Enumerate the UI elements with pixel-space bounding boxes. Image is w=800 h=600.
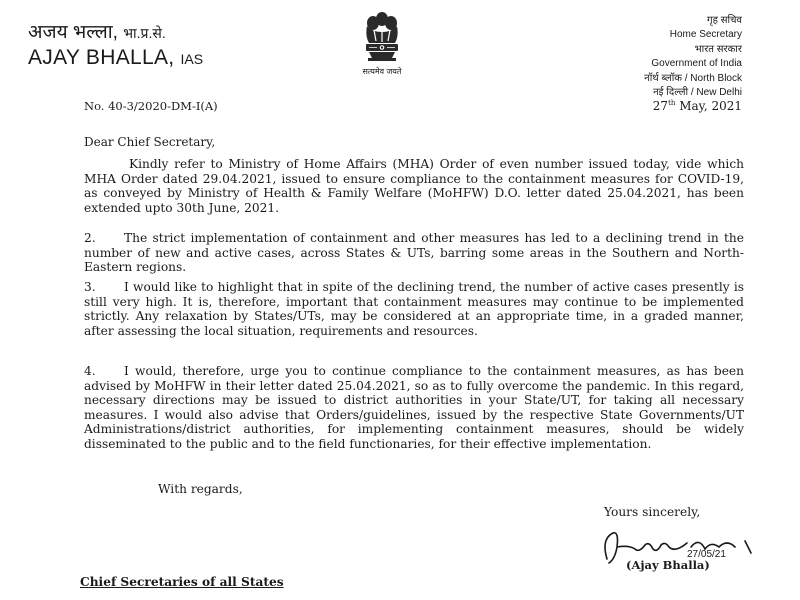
letterhead-office-block	[644, 14, 742, 100]
designation-hindi: गृह सचिव	[707, 15, 742, 26]
paragraph-3	[84, 280, 744, 338]
government-hindi: भारत सरकार	[694, 43, 742, 55]
paragraph-number: 2.	[84, 231, 96, 245]
national-emblem	[352, 10, 412, 84]
closing-yours: Yours sincerely,	[604, 505, 701, 519]
paragraph-text: I would like to highlight that in spite of the declining trend, the number of active cases presently is still very high. It is, therefore, important that containment measures may continue to be implemented strictly. Any relaxation by States/UTs, may be considered at an appropriate time, in a graded manner, after assessing the local situation, requirements and resources.	[84, 280, 744, 338]
government: Government of India	[651, 58, 742, 70]
english-name-line	[28, 45, 203, 72]
lion-capital-icon	[360, 10, 404, 68]
signature-date: 27/05/21	[687, 549, 726, 560]
paragraph-number: 3.	[84, 280, 96, 294]
english-name: AJAY BHALLA,	[28, 46, 175, 69]
hindi-name: अजय भल्ला,	[28, 22, 118, 43]
date-month-year: May, 2021	[675, 99, 742, 113]
date-suffix: th	[668, 99, 676, 107]
paragraph-1: Kindly refer to Ministry of Home Affairs (MHA) Order of even number issued today, vide which MHA Order dated 29.04.2021, issued to ensure compliance to the containment measures for COVID-19, as conveyed by Ministry of Health & Family Welfare (MoHFW) D.O. letter dated 25.04.2021, has been extended upto 30th June, 2021.	[84, 157, 744, 215]
paragraph-text: The strict implementation of containment and other measures has led to a declining trend in the number of new and active cases, across States & UTs, barring some areas in the Southern and North-Eastern regions.	[84, 231, 744, 275]
hindi-name-line	[28, 22, 203, 44]
addressee: Chief Secretaries of all States	[80, 575, 284, 589]
closing-regards: With regards,	[158, 482, 243, 496]
signer-name: (Ajay Bhalla)	[626, 558, 710, 572]
reference-number: No. 40-3/2020-DM-I(A)	[84, 99, 218, 113]
paragraph-2	[84, 231, 744, 275]
hindi-degree: भा.प्र.से.	[123, 25, 166, 41]
paragraph-4	[84, 364, 744, 452]
date-day: 27	[652, 99, 669, 113]
office-block: नॉर्थ ब्लॉक / North Block	[644, 72, 742, 84]
letterhead-name-block	[28, 22, 203, 72]
letter-date	[653, 99, 742, 113]
paragraph-text: I would, therefore, urge you to continue compliance to the containment measures, as has been advised by MoHFW in their letter dated 25.04.2021, so as to fully overcome the pandemic. In this regard, necessary directions may be issued to district authorities in your State/UT, for taking all necessary measures. I would also advise that Orders/guidelines, issued by the respective State Governments/UT Administrations/district authorities, for implementing containment measures, should be widely disseminated to the public and to the field functionaries, for their effective implementation.	[84, 364, 744, 451]
emblem-motto: सत्यमेव जयते	[362, 67, 402, 76]
english-degree: IAS	[180, 51, 204, 67]
designation: Home Secretary	[669, 29, 742, 41]
office-city: नई दिल्ली / New Delhi	[653, 87, 742, 99]
paragraph-number: 4.	[84, 364, 96, 378]
salutation: Dear Chief Secretary,	[84, 135, 216, 149]
